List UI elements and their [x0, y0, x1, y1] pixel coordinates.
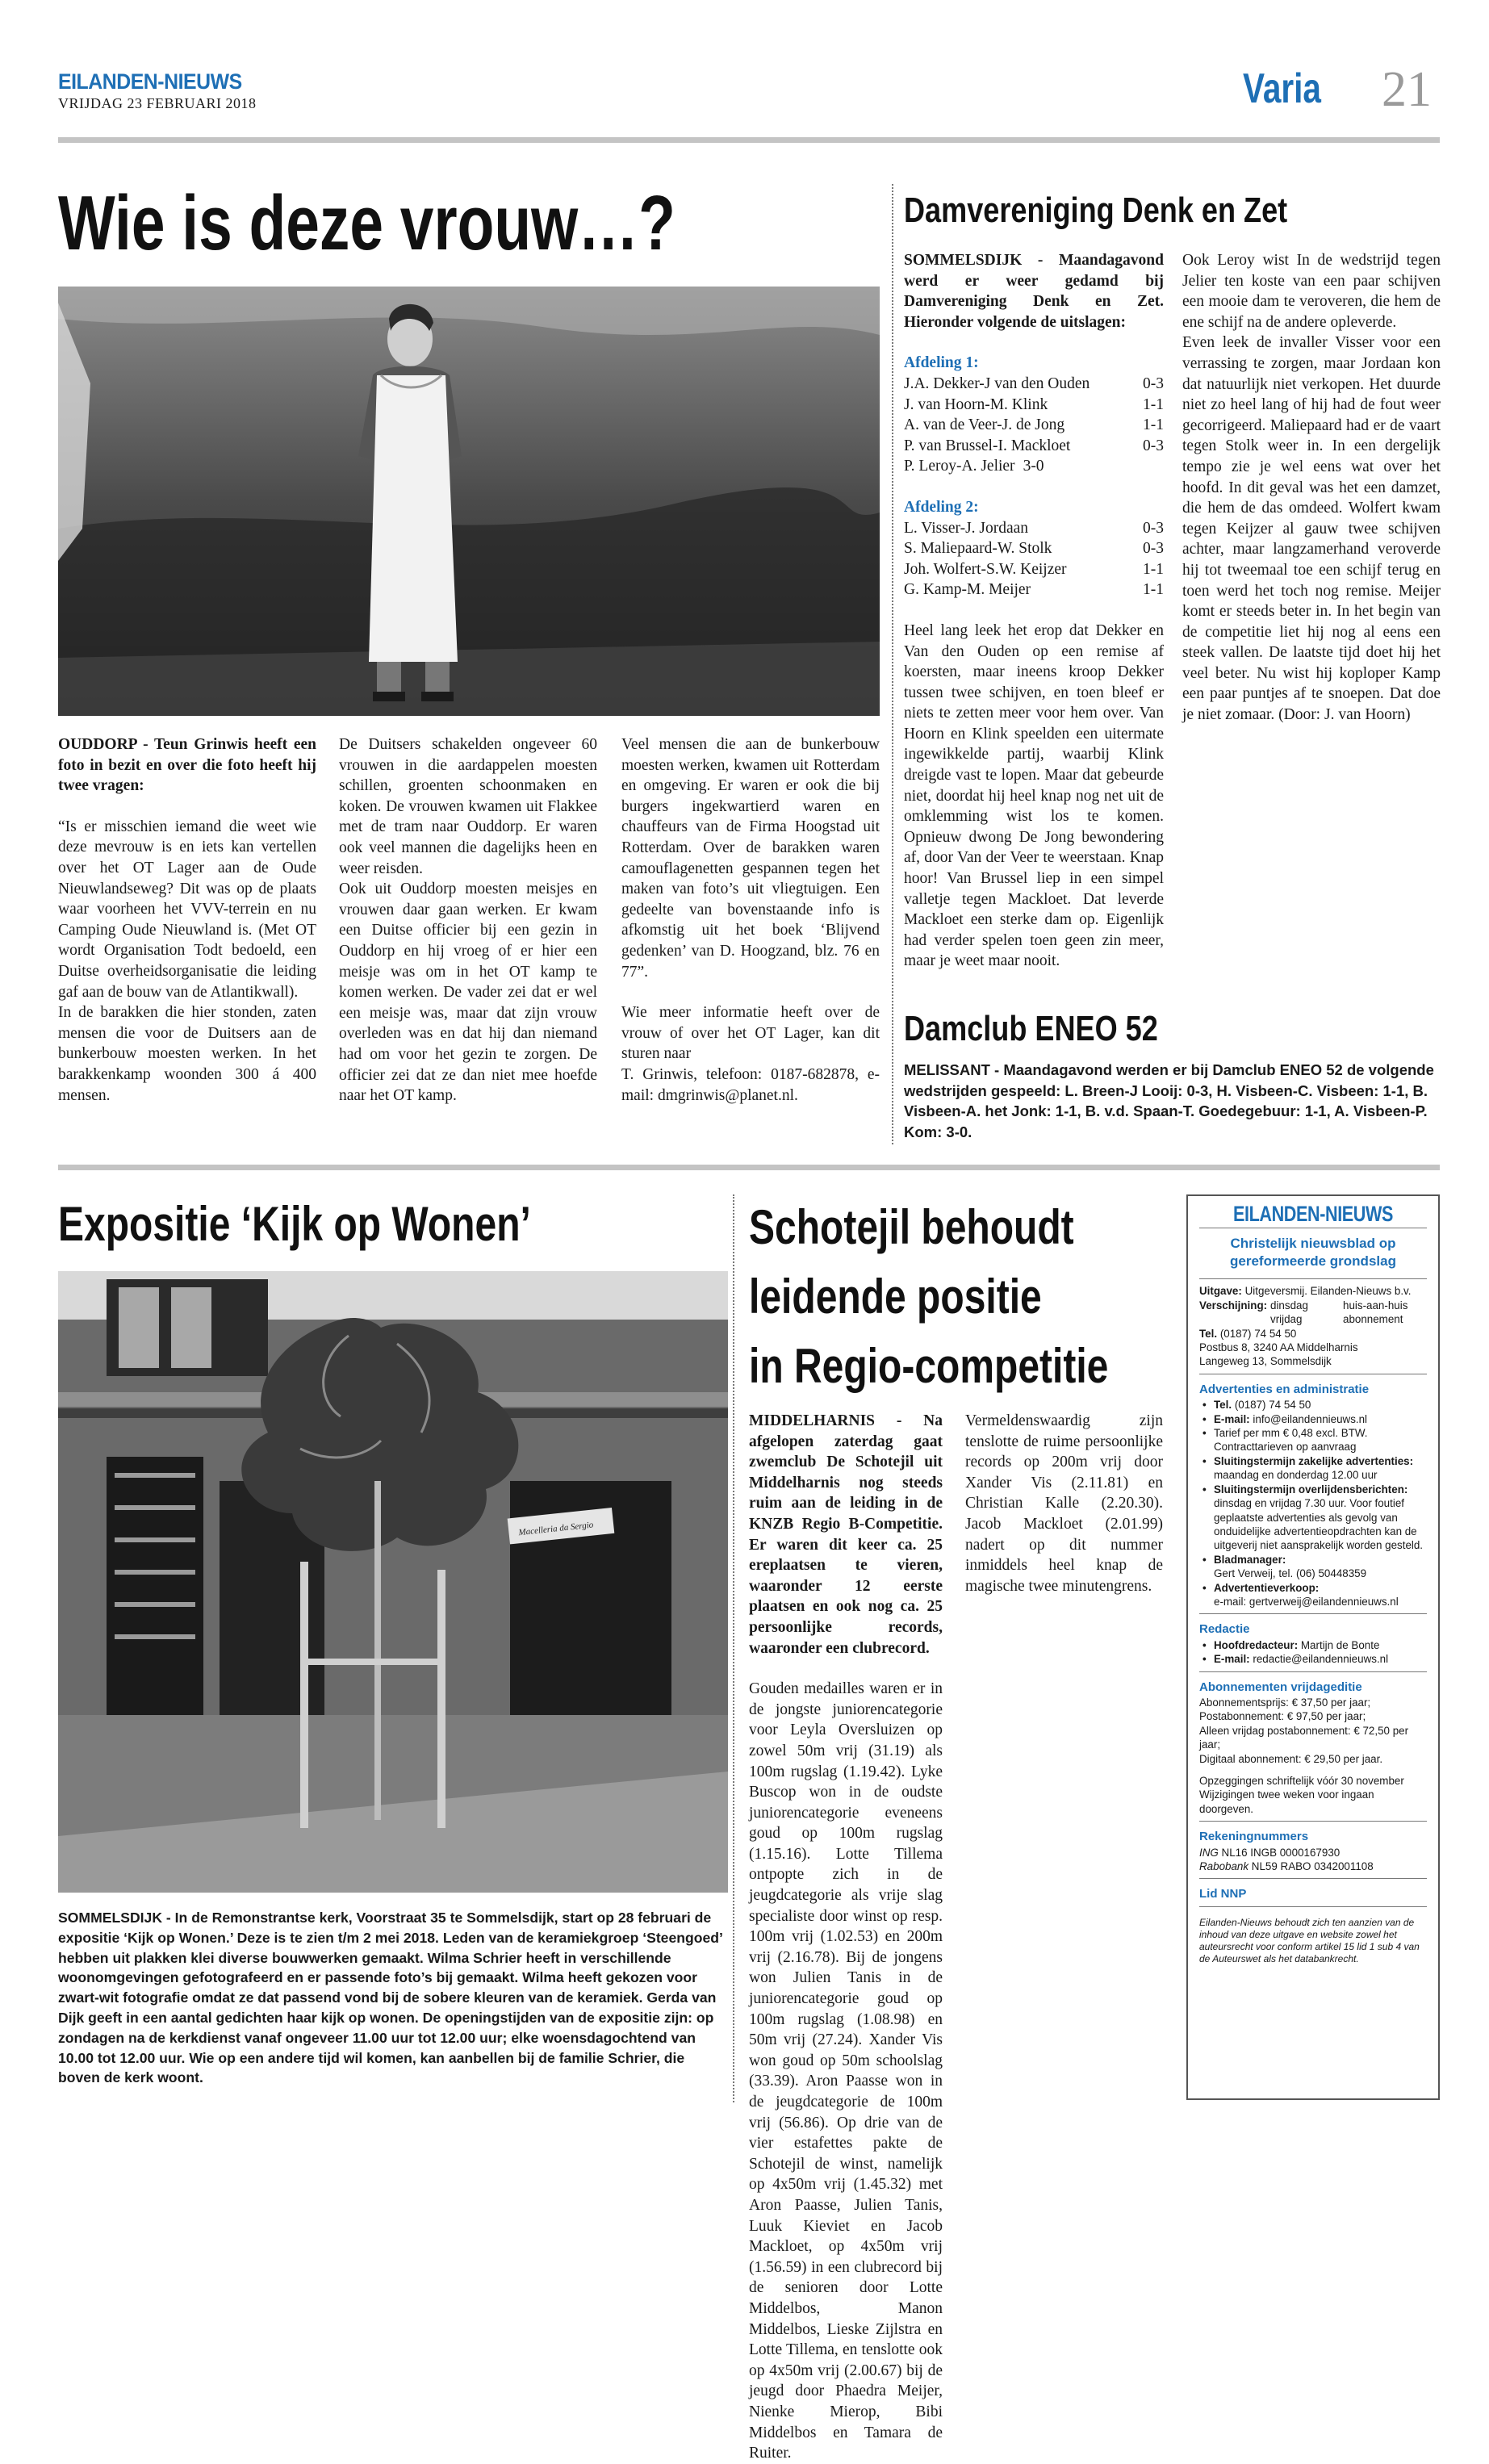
verschijning-line: Verschijning: dinsdag huis-aan-huis [1199, 1299, 1408, 1311]
paragraph: De Duitsers schakelden ongeveer 60 vrouwen in die aardappelen moesten schillen, groenten schoonmaken en koken. De vrouwen kwamen uit Flakkee met de tram naar Ouddorp. Er waren ook veel mannen die dagelijks heen en weer reisden. [339, 736, 597, 877]
expo-photo-image [58, 1271, 728, 1893]
page-number: 21 [1382, 62, 1432, 117]
adv-section-title: Advertenties en administratie [1199, 1382, 1370, 1396]
woman-article-col1 [58, 734, 316, 1106]
list-item: • Tarief per mm € 0,48 excl. BTW. Contracttarieven op aanvraag [1199, 1426, 1427, 1454]
result-row: G. Kamp-M. Meijer 1-1 [904, 581, 1164, 599]
abon-title: Abonnementen vrijdageditie [1199, 1680, 1362, 1694]
afdeling1-title: Afdeling 1: [904, 354, 979, 372]
colofon-tagline: Christelijk nieuwsblad op gereformeerde grondslag [1230, 1236, 1396, 1270]
section-title: Varia [1243, 65, 1321, 112]
paragraph: Ook uit Ouddorp moesten meisjes en vrouwen daar gaan werken. Er kwam een Duitse officier bij een gezin in Ouddorp en hij vroeg of er hier een meisje was om in het OT kamp te komen werken. De vader zei dat er wel een meisje was, maar dat zijn vrouw overleden was en dat hij dan niemand had om voor het gezin te zorgen. De officier zei dat ze dan niet mee hoefde naar het OT kamp. [339, 881, 597, 1105]
verschijning-line: vrijdag abonnement [1270, 1313, 1403, 1326]
address-line: Langeweg 13, Sommelsdijk [1199, 1355, 1332, 1368]
result-row: P. Leroy-A. Jelier 3-0 [904, 458, 1044, 475]
divider [1199, 1278, 1427, 1279]
list-item: • Advertentieverkoop: e-mail: gertverweij@eilandennieuws.nl [1199, 1581, 1427, 1609]
colofon-box [1186, 1194, 1440, 2100]
headline-schotejil [749, 1193, 1108, 1401]
list-item: • Sluitingstermijn overlijdensberichten: dinsdag en vrijdag 7.30 uur. Voor foutief geplaatste advertenties als gevolg van onduidelijke advertentieopdrachten kan de uitgeverij niet aansprakelijk worden gesteld. [1199, 1483, 1427, 1553]
headline-line: leidende positie [749, 1270, 1042, 1324]
adv-list [1199, 1398, 1427, 1609]
paragraph: Wie meer informatie heeft over de vrouw of over het OT Lager, kan dit sturen naar [621, 1004, 880, 1063]
rek-title: Rekeningnummers [1199, 1830, 1309, 1844]
redactie-title: Redactie [1199, 1622, 1250, 1637]
woman-lead: OUDDORP - Teun Grinwis heeft een foto in bezit en over die foto heeft hij twee vragen: [58, 736, 316, 795]
column-divider [892, 184, 893, 1144]
paragraph: Heel lang leek het erop dat Dekker en Van den Ouden op een remise af koersten, maar ineens kroop Dekker tussen twee schijven, en toen bleef er niets te zetten meer voor hem over. Van Hoorn en Klink speelden een uitermate ingewikkelde partij, waarbij Klink dreigde vast te lopen. Maar dat gebeurde niet, doordat hij heel knap nog net uit de omklemming wist los te komen. Opnieuw dwong De Jong bewondering af, door Van der Veer te weerstaan. Knap hoor! Van Brussel liep in een simpel valletje tegen Mackloet. Dat leverde Mackloet een sterke dam op. Eigenlijk had verder spelen toen geen zin meer, maar je weet maar nooit. [904, 621, 1164, 970]
result-row: S. Maliepaard-W. Stolk 0-3 [904, 540, 1164, 558]
headline-dam: Damvereniging Denk en Zet [904, 190, 1288, 230]
result-row: P. van Brussel-I. Mackloet 0-3 [904, 437, 1164, 454]
masthead-logo: EILANDEN-NIEUWS [58, 69, 242, 94]
list-item: • Bladmanager: Gert Verweij, tel. (06) 50448359 [1199, 1553, 1427, 1581]
result-row: L. Visser-J. Jordaan 0-3 [904, 519, 1164, 537]
divider [1199, 1671, 1427, 1672]
contact-info: T. Grinwis, telefoon: 0187-682878, e-mail: dmgrinwis@planet.nl. [621, 1065, 880, 1104]
schotejil-col1 [749, 1411, 943, 2464]
list-item: • Tel. (0187) 74 54 50 [1199, 1398, 1427, 1412]
top-rule [58, 137, 1440, 143]
expo-photo [58, 1271, 728, 1893]
paragraph: Ook Leroy wist In de wedstrijd tegen Jelier ten koste van een paar schijven een mooie dam te veroveren, die hem de ene schijf na de andere opleverde. [1182, 252, 1441, 331]
column-divider [733, 1194, 734, 2102]
woman-article-col3 [621, 734, 880, 1106]
abon-line: Postabonnement: € 97,50 per jaar; [1199, 1710, 1366, 1723]
list-item: • Sluitingstermijn zakelijke advertenties: maandag en donderdag 12.00 uur [1199, 1454, 1427, 1483]
list-item: • E-mail: info@eilandennieuws.nl [1199, 1412, 1427, 1426]
paragraph: Gouden medailles waren er in de jongste juniorencategorie voor Leyla Oversluizen op zowel 50m vrij (31.19) als 100m rugslag (1.19.42). Lyke Buscop won in de oudste juniorencategorie eveneens goud op 100m rugslag (1.15.16). Lotte Tillema ontpopte zich in de jeugdcategorie als vrije slag specialiste door winst op resp. 100m vrij (1.02.53) en 200m vrij (2.16.78). Bij de jongens won Julien Tanis in de juniorencategorie goud op 100m rugslag (1.08.98) en 50m vrij (27.24). Xander Vis won goud op 50m schoolslag (33.39). Aron Paasse won in de jeugdcategorie de 100m vrij (56.86). Op drie van de vier estafettes pakte de Schotejil de winst, namelijk op 4x50m vrij (1.45.32) met Aron Paasse, Julien Tanis, Luuk Kieviet en Jacob Mackloet, op 4x50m vrij (1.56.59) in een clubrecord bij de senioren door Lotte Middelbos, Manon Middelbos, Lieske Zijlstra en Lotte Tillema, en tenslotte ook op 4x50m vrij (2.00.67) bij de jeugd door Phaedra Meijer, Nienke Mierop, Bibi Middelbos en Tamara de Ruiter. [749, 1680, 943, 2462]
colofon-logo: EILANDEN-NIEUWS [1233, 1202, 1393, 1226]
dam-lead: SOMMELSDIJK - Maandagavond werd er weer gedamd bij Damvereniging Denk en Zet. Hieronder volgende de uitslagen: [904, 252, 1164, 331]
headline-woman: Wie is deze vrouw…? [58, 180, 675, 266]
paragraph: In de barakken die hier stonden, zaten mensen die voor de Duitsers aan de bunkerbouw moesten werken. In het barakkenkamp woonden 300 á 400 mensen. [58, 1004, 316, 1104]
disclaimer: Eilanden-Nieuws behoudt zich ten aanzien van de inhoud van deze uitgave en website zowel het auteursrecht voor conform artikel 15 lid 1 sub 4 van de Auteurswet als het databankrecht. [1199, 1916, 1420, 1964]
shop-sign: Macelleria da Sergio [517, 1520, 594, 1538]
woman-photo [58, 287, 880, 716]
divider [1199, 1821, 1427, 1822]
paragraph: Veel mensen die aan de bunkerbouw moesten werken, kwamen uit Rotterdam en omgeving. Er waren er ook die bij burgers ingekwartierd waren en chauffeurs van de Firma Hoogstad uit Rotterdam. Over de barakken waren camouflagenetten gespannen tegen het maken van foto’s uit vliegtuigen. Een gedeelte van bovenstaande info is afkomstig uit het boek ‘Blijvend gedenken’ van D. Hoogzand, blz. 76 en 77”. [621, 736, 880, 981]
headline-line: in Regio-competitie [749, 1339, 1109, 1393]
paragraph: Vermeldenswaardig zijn tenslotte de ruime persoonlijke records op 200m vrij door Xander Vis (2.11.81) en Christian Kalle (2.20.30). Jacob Mackloet (2.01.99) nadert op dit nummer inmiddels heel knap de magische twee minutengrens. [965, 1412, 1163, 1595]
dam-article-col1 [904, 250, 1164, 972]
afdeling2-title: Afdeling 2: [904, 498, 979, 516]
paragraph: Even leek de invaller Visser voor een verrassing te zorgen, maar Jordaan kon dat natuurlijk niet verkopen. Het duurde niet zo heel lang of hij had de fout weer gecorrigeerd. Maliepaard had er de vaart tegen Stolk weer in. In een dergelijk tempo zie je wel eens wat over het hoofd. In dit geval was het een damzet, die hem de das omdeed. Wolfert kwam tegen Keijzer al gauw twee schijven achter, maar langzamerhand veroverde hij tot tweemaal toe een schijf terug en toen werd het toch nog remise. Meijer komt er steeds beter in. In het begin van de competitie liet hij nog al eens een steek vallen. De laatste tijd doet hij het veel beter. Nu wist hij koploper Kamp een paar puntjes af te snoepen. Dat doe je niet zomaar. (Door: J. van Hoorn) [1182, 334, 1441, 724]
divider [1199, 1613, 1427, 1614]
result-row: A. van de Veer-J. de Jong 1-1 [904, 416, 1164, 434]
abon-line: Abonnementsprijs: € 37,50 per jaar; [1199, 1696, 1371, 1709]
abon-line: Alleen vrijdag postabonnement: € 72,50 per jaar; [1199, 1724, 1409, 1751]
middle-rule [58, 1165, 1440, 1170]
result-row: J. van Hoorn-M. Klink 1-1 [904, 395, 1164, 413]
rek-line: ING NL16 INGB 0000167930 [1199, 1846, 1341, 1859]
woman-photo-image [58, 287, 880, 716]
redactie-list [1199, 1638, 1427, 1667]
paragraph: “Is er misschien iemand die weet wie deze mevrouw is en iets kan vertellen over het OT Lager aan de Oude Nieuwlandseweg? Dit was op de plaats waar voorheen het VVV-terrein en nu Camping Oude Nieuwland is. (Met OT wordt Organisation Todt bedoeld, een Duitse overheidsorganisatie die leiding gaf aan de bouw van de Atlantikwall). [58, 818, 316, 1001]
headline-line: Schotejil behoudt [749, 1200, 1074, 1254]
headline-eneo: Damclub ENEO 52 [904, 1009, 1158, 1048]
headline-expo: Expositie ‘Kijk op Wonen’ [58, 1197, 531, 1251]
divider [1199, 1906, 1427, 1907]
list-item: • E-mail: redactie@eilandennieuws.nl [1199, 1652, 1427, 1666]
result-row: Joh. Wolfert-S.W. Keijzer 1-1 [904, 560, 1164, 578]
dam-article-col2 [1182, 250, 1441, 726]
tel-line: Tel. (0187) 74 54 50 [1199, 1327, 1297, 1340]
issue-date: VRIJDAG 23 FEBRUARI 2018 [58, 95, 257, 111]
schotejil-lead: MIDDELHARNIS - Na afgelopen zaterdag gaat zwemclub De Schotejil uit Middelharnis nog steeds ruim aan de leiding in de KNZB Regio B-Competitie. Er waren dit keer ca. 25 ereplaatsen te vieren, waaronder 12 eerste plaatsen en ook nog ca. 25 persoonlijke records, waaronder een clubrecord. [749, 1412, 943, 1657]
uitgave-line: Uitgave: Uitgeversmij. Eilanden-Nieuws b.v. [1199, 1285, 1412, 1298]
opzeg-text: Opzeggingen schriftelijk vóór 30 november Wijzigingen twee weken voor ingaan doorgeven. [1199, 1775, 1404, 1815]
rek-line: Rabobank NL59 RABO 0342001108 [1199, 1860, 1374, 1873]
address-line: Postbus 8, 3240 AA Middelharnis [1199, 1341, 1358, 1354]
list-item: • Hoofdredacteur: Martijn de Bonte [1199, 1638, 1427, 1652]
lid-label: Lid NNP [1199, 1887, 1247, 1901]
schotejil-col2 [965, 1411, 1163, 1596]
divider [1199, 1878, 1427, 1879]
woman-article-col2 [339, 734, 597, 1106]
eneo-text: MELISSANT - Maandagavond werden er bij Damclub ENEO 52 de volgende wedstrijden gespeeld: L. Breen-J Looij: 0-3, H. Visbeen-C. Visbeen: 1-1, B. Visbeen-A. het Jonk: 1-1, B. v.d. Spaan-T. Goedegebuur: 1-1, A. Visbeen-P. Kom: 3-0. [904, 1061, 1434, 1140]
abon-line: Digitaal abonnement: € 29,50 per jaar. [1199, 1752, 1383, 1765]
expo-caption: SOMMELSDIJK - In de Remonstrantse kerk, Voorstraat 35 te Sommelsdijk, start op 28 februari de expositie ‘Kijk op Wonen.’ Deze is te zien t/m 2 mei 2018. Leden van de keramiekgroep ‘Steengoed’ hebben uit plakken klei diverse bouwwerken gemaakt. Wilma Schrier heeft in verschillende woonomgevingen gefotografeerd en er passende foto’s bij gemaakt. Wilma heeft gekozen voor zwart-wit fotografie omdat ze dat passend vond bij de sobere kleuren van de keramiek. Gerda van Dijk geeft in een aantal gedichten haar kijk op wonen. De openingstijden van de expositie zijn: op zondagen na de kerkdienst vanaf ongeveer 11.00 uur tot 12.00 uur; elke woensdagochtend van 10.00 tot 12.00 uur. Wie op een andere tijd wil komen, kan aanbellen bij de familie Schrier, die boven de kerk woont. [58, 1910, 722, 2086]
result-row: J.A. Dekker-J van den Ouden 0-3 [904, 374, 1164, 392]
